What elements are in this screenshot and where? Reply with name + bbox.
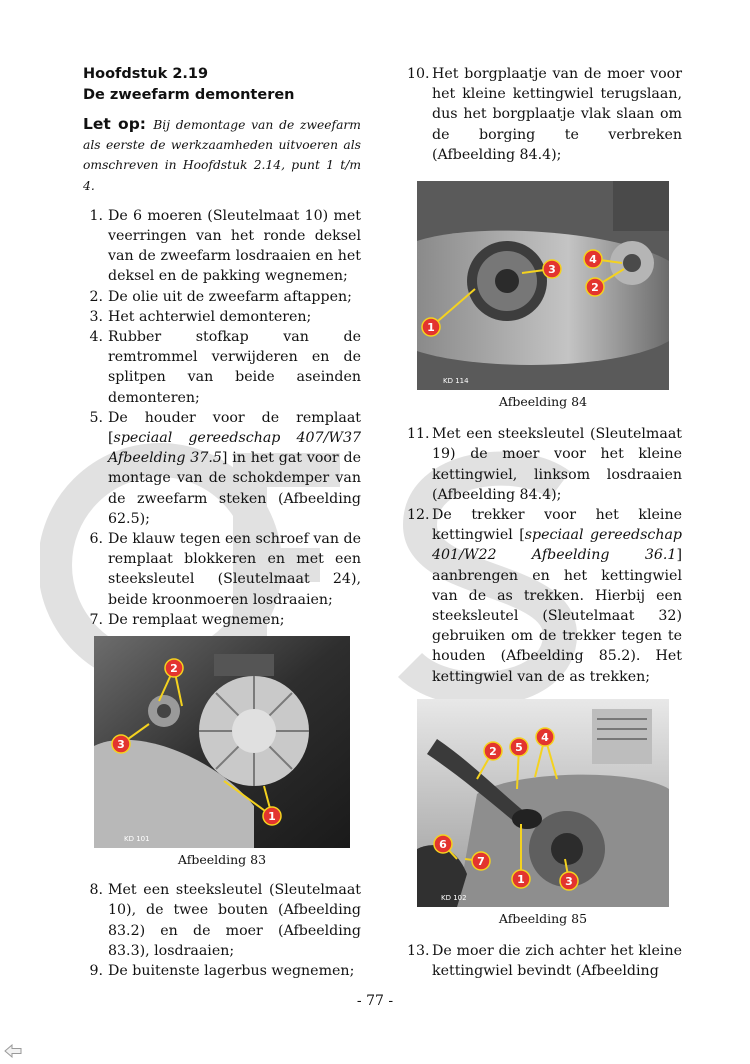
callout-4: [536, 728, 554, 746]
callout-1: [512, 870, 530, 888]
figure-caption: Afbeelding 83: [177, 852, 267, 868]
figure-83-photo: [94, 636, 350, 848]
list-item: 7. De remplaat wegnemen;: [89, 611, 285, 628]
note-text: Bij demontage van de zweefarm als eerste de werkzaamheden uitvoeren als omschreven in Hoofdstuk 2.14, punt 1 t/m 4.: [83, 118, 361, 193]
list-item: 8. Met een steeksleutel (Sleutelmaat 10), de twee bouten (Afbeelding 83.2) en de moer (Afbeelding 83.3), losdraaien;: [89, 882, 361, 959]
figure-code: KD 101: [124, 835, 150, 844]
chapter-heading: [83, 64, 361, 106]
chapter-title: De zweefarm demonteren: [83, 87, 295, 103]
figure-83: [94, 636, 350, 870]
svg-text:4: 4: [589, 253, 597, 267]
svg-text:3: 3: [548, 263, 556, 277]
svg-text:7: 7: [477, 854, 485, 868]
list-item: 6. De klauw tegen een schroef van de remplaat blokkeren en met een steeksleutel (Sleutelmaat 24), beide kroonmoeren losdraaien;: [89, 531, 361, 608]
step-list-right-3: [407, 941, 682, 981]
svg-text:6: 6: [439, 837, 447, 851]
right-column: [407, 64, 682, 981]
chapter-number: Hoofdstuk 2.19: [83, 66, 209, 82]
step-list-continued: [83, 880, 361, 981]
svg-text:4: 4: [541, 730, 549, 744]
list-item: 4. Rubber stofkap van de remtrommel verwijderen en de splitpen van beide aseinden demonteren;: [89, 329, 361, 406]
callout-5: [510, 738, 528, 756]
figure-84: [417, 181, 669, 412]
svg-text:2: 2: [591, 281, 599, 295]
note: Let op: Bij demontage van de zweefarm als eerste de werkzaamheden uitvoeren als omschreven in Hoofdstuk 2.14, punt 1 t/m 4.: [83, 115, 361, 193]
list-item: 1. De 6 moeren (Sleutelmaat 10) met veerringen van het ronde deksel van de zweefarm losdraaien en het deksel en de pakking wegnemen;: [89, 207, 361, 285]
list-item: 13. De moer die zich achter het kleine kettingwiel bevindt (Afbeelding: [407, 943, 682, 980]
callout-3: [543, 260, 561, 278]
list-item: 11. Met een steeksleutel (Sleutelmaat 19) de moer voor het kleine kettingwiel, linksom losdraaien (Afbeelding 84.4);: [407, 426, 682, 503]
callout-2: [586, 278, 604, 296]
figure-caption: Afbeelding 85: [498, 910, 588, 926]
figure-85-photo: [417, 699, 669, 907]
back-arrow-icon[interactable]: [4, 1044, 22, 1058]
callout-3: [560, 872, 578, 890]
step-list-right-2: [407, 424, 682, 687]
svg-text:2: 2: [170, 662, 178, 676]
callout-7: [472, 852, 490, 870]
callout-4: [584, 250, 602, 268]
callout-6: [434, 835, 452, 853]
figure-85: [417, 699, 669, 929]
svg-text:3: 3: [565, 874, 573, 888]
page-number: - 77 -: [356, 993, 394, 1009]
svg-text:1: 1: [427, 321, 435, 335]
svg-text:3: 3: [117, 738, 125, 752]
callout-1: [422, 318, 440, 336]
svg-text:1: 1: [517, 872, 525, 886]
step-list-right: [407, 64, 682, 165]
callout-2: [484, 742, 502, 760]
list-item: 3. Het achterwiel demonteren;: [89, 308, 312, 325]
callout-1: [263, 807, 281, 825]
figure-84-photo: [417, 181, 669, 390]
list-item: 5. De houder voor de remplaat [speciaal gereedschap 407/W37 Afbeelding 37.5] in het gat voor de montage van de schokdemper van de zweefarm steken (Afbeelding 62.5);: [89, 409, 361, 527]
svg-text:5: 5: [515, 740, 523, 754]
list-item: 12. De trekker voor het kleine kettingwiel [speciaal gereedschap 401/W22 Afbeelding 36.1] aanbrengen en het kettingwiel van de as trekken. Hierbij een steeksleutel (Sleutelmaat 32) gebruiken om de trekker tegen te houden (Afbeelding 85.2). Het kettingwiel van de as trekken;: [407, 507, 682, 685]
figure-code: KD 114: [443, 377, 469, 386]
figure-caption: Afbeelding 84: [498, 394, 588, 410]
callout-3: [112, 735, 130, 753]
svg-text:2: 2: [489, 744, 497, 758]
note-label: Let op: [83, 115, 140, 133]
step-list: [83, 206, 361, 630]
callout-2: [165, 659, 183, 677]
figure-code: KD 102: [441, 893, 467, 902]
left-column: [83, 64, 361, 981]
list-item: 9. De buitenste lagerbus wegnemen;: [89, 963, 355, 980]
list-item: 10. Het borgplaatje van de moer voor het kleine kettingwiel terugslaan, dus het borgplaatje vlak slaan om de borging te verbreken (Afbeelding 84.4);: [407, 66, 682, 163]
list-item: 2. De olie uit de zweefarm aftappen;: [89, 288, 352, 305]
svg-text:1: 1: [268, 810, 276, 824]
